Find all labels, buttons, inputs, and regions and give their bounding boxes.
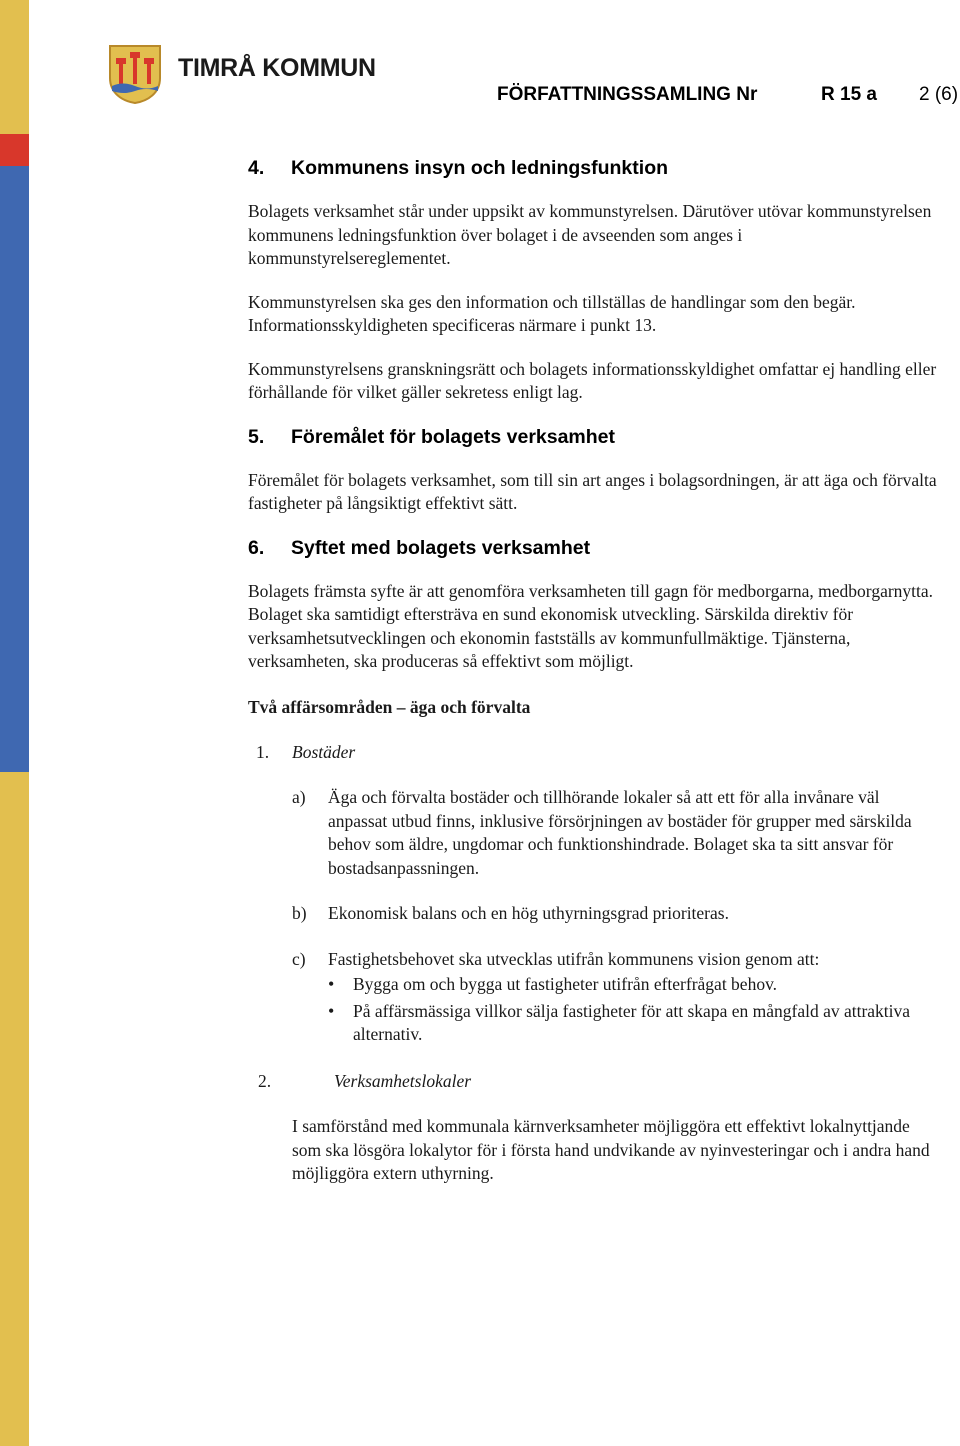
section-number: 5. — [248, 425, 265, 448]
side-stripe-yellow-top — [0, 0, 29, 134]
section-number: 6. — [248, 536, 265, 559]
document-number: R 15 a — [821, 84, 877, 105]
section-4-heading — [248, 154, 938, 182]
sub-item-label: c) — [292, 948, 306, 969]
bullet-item: • Bygga om och bygga ut fastigheter utifrån efterfrågat behov. — [353, 973, 933, 997]
business-areas-heading: Två affärsområden – äga och förvalta — [248, 696, 531, 717]
municipality-name: TIMRÅ KOMMUN — [178, 54, 376, 82]
sub-item-c — [292, 948, 938, 1047]
sub-item-text: Fastighetsbehovet ska utvecklas utifrån kommunens vision genom att: — [328, 948, 820, 969]
paragraph: Bolagets verksamhet står under uppsikt av kommunstyrelsen. Därutöver utövar kommunstyrelsen kommunens ledningsfunktion över bolaget i de avseenden som anges i kommunstyrelsereglementet. — [248, 201, 932, 268]
document-body — [248, 154, 938, 1186]
coat-of-arms-icon — [108, 44, 162, 104]
sub-item-text: Äga och förvalta bostäder och tillhörande lokaler så att ett för alla invånare väl anpassat utbud finns, inklusive försörjningen av bostäder för grupper med särskilda behov som äldre, ungdomar och funktionshindrade. Bolaget ska ta sitt ansvar för bostadsanpassningen. — [328, 787, 912, 878]
paragraph: Bolagets främsta syfte är att genomföra verksamheten till gagn för medborgarna, medborgarnytta. Bolaget ska samtidigt eftersträva en sund ekonomisk utveckling. Särskilda direktiv för verksamhetsutvecklingen och ekonomin fastställs av kommunfullmäktige. Tjänsterna, verksamheten, ska produceras så effektivt som möjligt. — [248, 580, 934, 671]
bullet-item: • På affärsmässiga villkor sälja fastigheter för att skapa en mångfald av attraktiva alternativ. — [353, 1000, 933, 1047]
paragraph: I samförstånd med kommunala kärnverksamheter möjliggöra ett effektivt lokalnyttjande som ska lösgöra lokalytor för i första hand undvikande av nyinvesteringar och i andra hand möjliggöra extern uthyrning. — [292, 1116, 930, 1183]
section-5-heading — [248, 423, 938, 451]
sub-item-label: a) — [292, 787, 306, 807]
item-number: 2. — [258, 1070, 272, 1091]
collection-label: FÖRFATTNINGSSAMLING Nr — [497, 84, 758, 105]
bullet-list — [328, 973, 933, 1047]
sub-item-text: Ekonomisk balans och en hög uthyrningsgrad prioriteras. — [328, 903, 729, 923]
business-area-item — [248, 741, 938, 765]
section-6-heading — [248, 534, 938, 562]
section-title: Kommunens insyn och ledningsfunktion — [291, 157, 669, 179]
municipality-logo — [108, 44, 376, 106]
side-stripe-yellow-bottom — [0, 772, 29, 1446]
paragraph: Kommunstyrelsens granskningsrätt och bolagets informationsskyldighet omfattar ej handling eller förhållande för vilket gäller sekretess enligt lag. — [248, 358, 937, 402]
business-area-item — [248, 1070, 938, 1094]
paragraph: Kommunstyrelsen ska ges den information och tillställas de handlingar som den begär. Informationsskyldigheten specificeras närmare i punkt 13. — [248, 291, 856, 335]
sub-item-label: b) — [292, 903, 307, 923]
paragraph: Föremålet för bolagets verksamhet, som till sin art anges i bolagsordningen, är att äga och förvalta fastigheter på långsiktigt effektivt sätt. — [248, 469, 937, 513]
item-title: Verksamhetslokaler — [334, 1070, 472, 1091]
section-title: Syftet med bolagets verksamhet — [291, 536, 591, 559]
side-stripe-red — [0, 134, 29, 166]
item-title: Bostäder — [292, 741, 356, 762]
side-stripe-blue — [0, 166, 29, 772]
page-indicator: 2 (6) — [919, 84, 959, 105]
sub-item-b — [292, 902, 938, 926]
section-number: 4. — [248, 157, 265, 179]
section-title: Föremålet för bolagets verksamhet — [291, 425, 616, 448]
item-number: 1. — [256, 741, 270, 762]
sub-item-a — [292, 786, 938, 880]
